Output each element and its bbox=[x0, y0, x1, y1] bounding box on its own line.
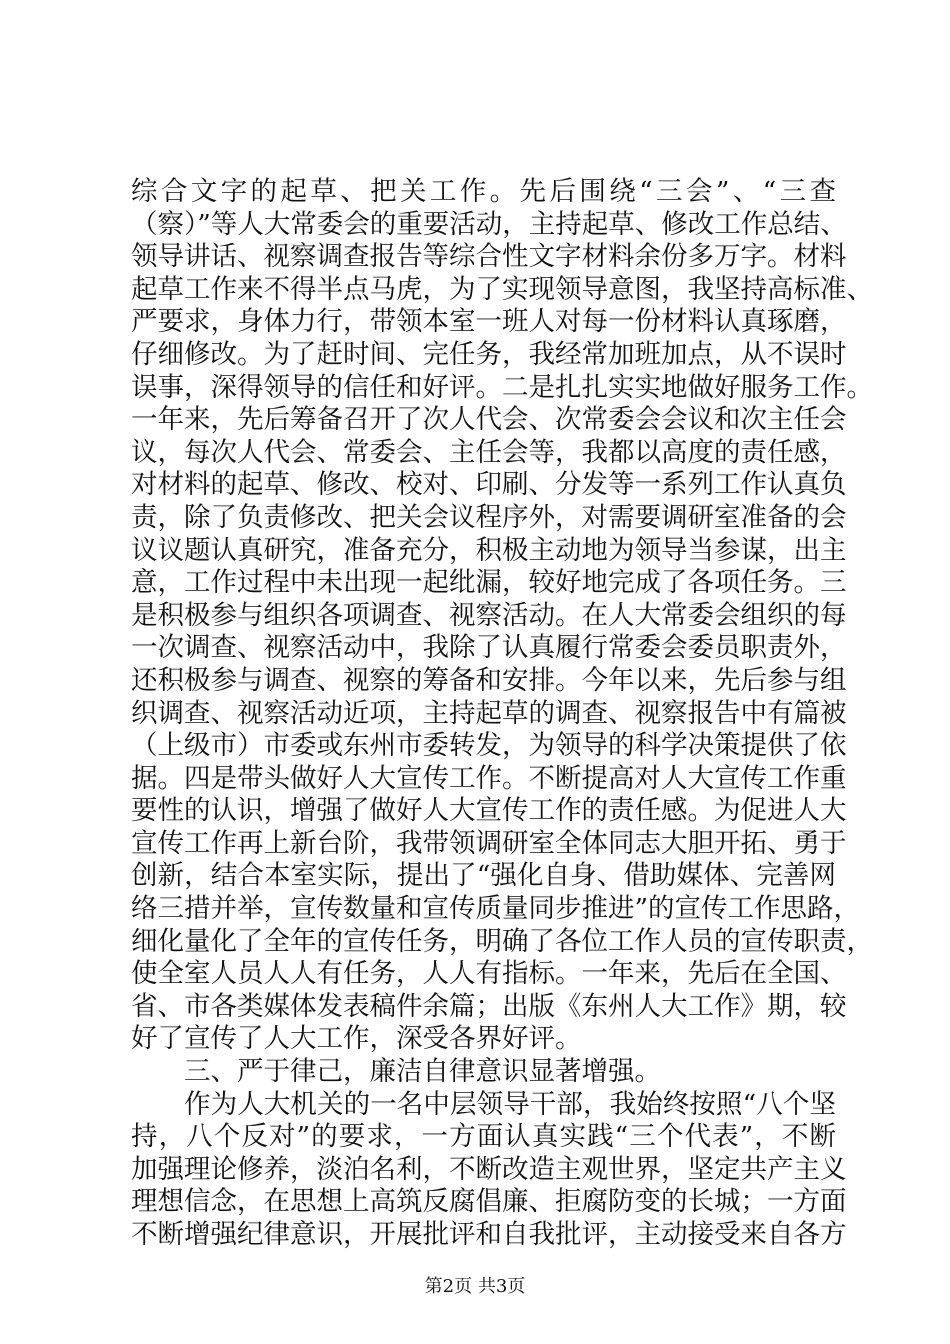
body-line: 意，工作过程中未出现一起纰漏，较好地完成了各项任务。三 bbox=[131, 567, 847, 599]
body-line: 综合文字的起草、把关工作。先后围绕“三会”、“三查 bbox=[131, 176, 836, 207]
body-line: 误事，深得领导的信任和好评。二是扎扎实实地做好服务工作。 bbox=[131, 371, 873, 403]
body-line: 细化量化了全年的宣传任务，明确了各位工作人员的宣传职责， bbox=[131, 925, 873, 957]
body-line: （察）”等人大常委会的重要活动，主持起草、修改工作总结、 bbox=[131, 208, 847, 240]
body-line: 议议题认真研究，准备充分，积极主动地为领导当参谋，出主 bbox=[131, 534, 847, 566]
body-line: 织调查、视察活动近项，主持起草的调查、视察报告中有篇被 bbox=[131, 697, 847, 729]
body-line: 要性的认识，增强了做好人大宣传工作的责任感。为促进人大 bbox=[131, 795, 847, 827]
body-line: 一年来，先后筹备召开了次人代会、次常委会会议和次主任会 bbox=[131, 404, 847, 436]
body-line: 是积极参与组织各项调查、视察活动。在人大常委会组织的每 bbox=[131, 599, 847, 631]
body-line: 仔细修改。为了赶时间、完任务，我经常加班加点，从不误时 bbox=[131, 338, 847, 370]
page-footer: 第2页 共3页 bbox=[424, 1276, 526, 1297]
body-line: 责，除了负责修改、把关会议程序外，对需要调研室准备的会 bbox=[131, 501, 847, 533]
paragraph-line: 作为人大机关的一名中层领导干部，我始终按照“八个坚 bbox=[184, 1088, 836, 1120]
body-line: 络三措并举，宣传数量和宣传质量同步推进”的宣传工作思路， bbox=[131, 893, 861, 925]
body-line: （上级市）市委或东州市委转发，为领导的科学决策提供了依 bbox=[131, 730, 847, 762]
body-line: 宣传工作再上新台阶，我带领调研室全体同志大胆开拓、勇于 bbox=[131, 827, 847, 859]
body-line: 领导讲话、视察调查报告等综合性文字材料余份多万字。材料 bbox=[131, 241, 847, 273]
body-line: 严要求，身体力行，带领本室一班人对每一份材料认真琢磨， bbox=[131, 306, 847, 338]
paragraph-line: 持，八个反对”的要求，一方面认真实践“三个代表”，不断 bbox=[131, 1121, 836, 1153]
paragraph-line: 加强理论修养，淡泊名利，不断改造主观世界，坚定共产主义 bbox=[131, 1153, 847, 1185]
body-line: 好了宣传了人大工作，深受各界好评。 bbox=[131, 1023, 582, 1055]
paragraph-line: 理想信念，在思想上高筑反腐倡廉、拒腐防变的长城；一方面 bbox=[131, 1186, 847, 1218]
body-line: 对材料的起草、修改、校对、印刷、分发等一系列工作认真负 bbox=[131, 469, 847, 501]
body-line: 据。四是带头做好人大宣传工作。不断提高对人大宣传工作重 bbox=[131, 762, 847, 794]
body-line: 使全室人员人人有任务，人人有指标。一年来，先后在全国、 bbox=[131, 958, 847, 990]
body-line: 议，每次人代会、常委会、主任会等，我都以高度的责任感， bbox=[131, 436, 847, 468]
body-line: 还积极参与调查、视察的筹备和安排。今年以来，先后参与组 bbox=[131, 664, 847, 696]
paragraph-line: 不断增强纪律意识，开展批评和自我批评，主动接受来自各方 bbox=[131, 1219, 847, 1250]
body-line: 一次调查、视察活动中，我除了认真履行常委会委员职责外， bbox=[131, 632, 847, 664]
body-line: 创新，结合本室实际，提出了“强化自身、借助媒体、完善网 bbox=[131, 860, 836, 892]
document-body bbox=[131, 176, 873, 1252]
body-line: 省、市各类媒体发表稿件余篇；出版《东州人大工作》期，较 bbox=[131, 990, 847, 1022]
section-heading: 三、严于律己，廉洁自律意识显著增强。 bbox=[184, 1056, 661, 1088]
body-line: 起草工作来不得半点马虎，为了实现领导意图，我坚持高标准、 bbox=[131, 273, 873, 305]
